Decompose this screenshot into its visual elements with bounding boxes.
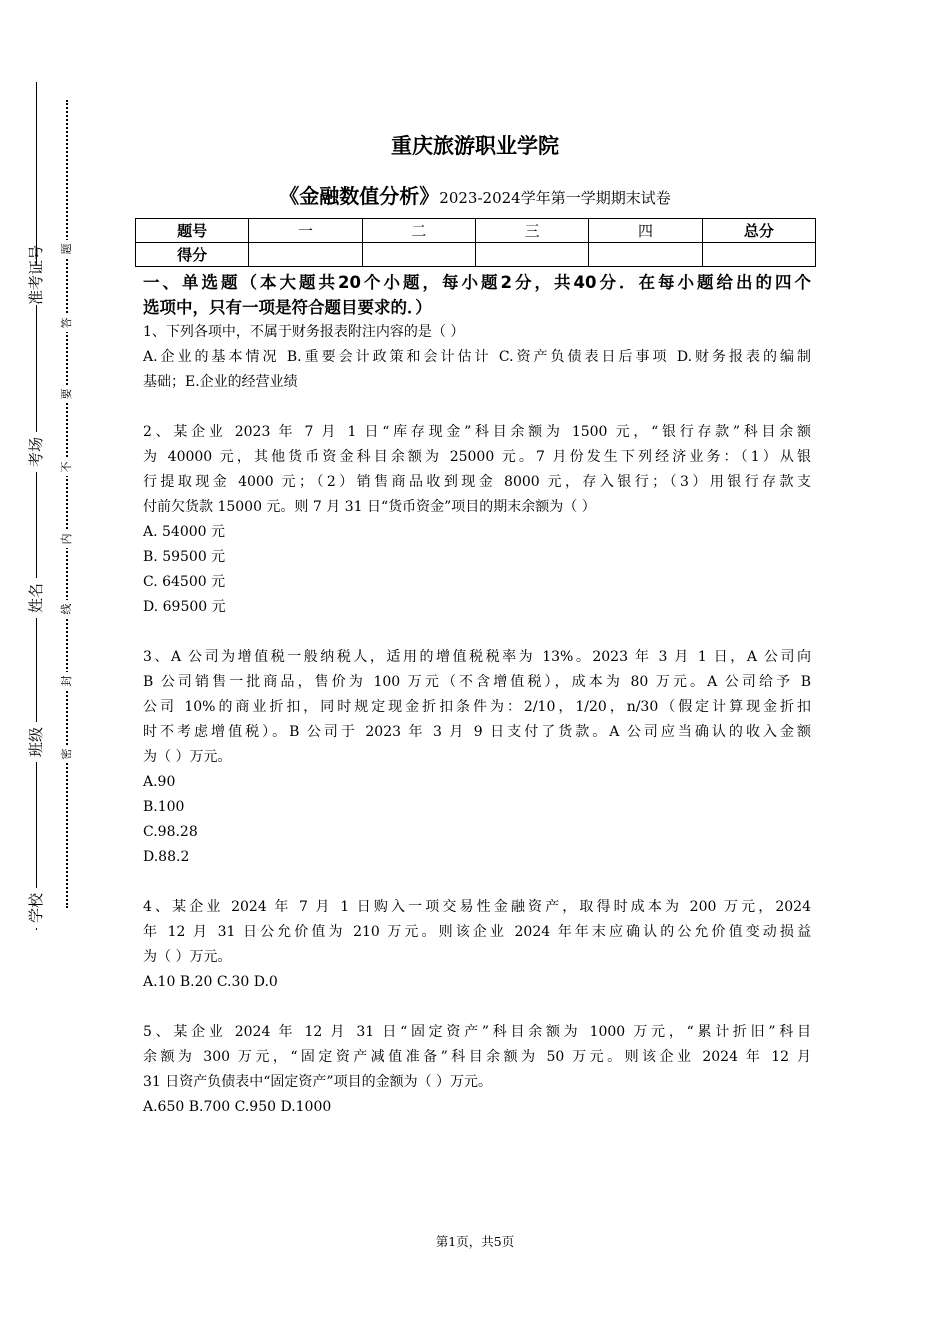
question-stem: 2、某企业 2023 年 7 月 1 日“库存现金”科目余额为 1500 元，“银行存款”科目余额 [143, 424, 811, 440]
school-title: 重庆旅游职业学院 [391, 134, 559, 158]
question-stem: 3、A 公司为增值税一般纳税人，适用的增值税税率为 13%。2023 年 3 月 1 日，A 公司向 [143, 649, 811, 665]
question-stem: 公司 10%的商业折扣，同时规定现金折扣条件为：2/10，1/20，n/30（假定计算现金折扣 [143, 699, 811, 715]
field-class-label: 班级 [16, 722, 56, 762]
binding-dotted-line [66, 100, 68, 908]
question-stem: 年 12 月 31 日公允价值为 210 万元。则该企业 2024 年年末应确认的公允价值变动损益 [143, 924, 811, 940]
question-3 [143, 645, 811, 870]
page-footer: 第1页，共5页 [435, 1234, 515, 1249]
score-cell [589, 243, 702, 267]
field-name-label: 姓名 [16, 578, 56, 618]
question-1 [143, 320, 811, 395]
question-option: A.90 [143, 774, 176, 790]
question-stem: 为（ ）万元。 [143, 949, 232, 965]
question-stem: 4、某企业 2024 年 7 月 1 日购入一项交易性金融资产，取得时成本为 200 万元，2024 [143, 899, 811, 915]
score-table-score-row [136, 243, 816, 267]
course-name: 《金融数值分析》 [279, 184, 440, 208]
question-stem: 31 日资产负债表中“固定资产”项目的金额为（ ）万元。 [143, 1074, 493, 1090]
question-stem: 行提取现金 4000 元；（2）销售商品收到现金 8000 元，存入银行；（3）用银行存款支 [143, 474, 811, 490]
score-header-cell: 一 [249, 219, 362, 243]
field-school-label: 学校 [16, 888, 56, 928]
score-row-label: 得分 [136, 243, 249, 267]
score-table-header-row [136, 219, 816, 243]
seal-char: 不 [58, 458, 76, 476]
question-options: A.10 B.20 C.30 D.0 [143, 974, 278, 990]
score-header-cell: 四 [589, 219, 702, 243]
field-exam-room-label: 考场 [16, 432, 56, 472]
question-stem: 余额为 300 万元，“固定资产减值准备”科目余额为 50 万元。则该企业 2024 年 12 月 [143, 1049, 811, 1065]
question-options: A.650 B.700 C.950 D.1000 [143, 1099, 332, 1115]
question-2 [143, 420, 811, 620]
seal-char: 线 [58, 600, 76, 618]
question-stem: 时不考虑增值税）。B 公司于 2023 年 3 月 9 日支付了货款。A 公司应当确认的收入金额 [143, 724, 811, 740]
question-stem: 付前欠货款 15000 元。则 7 月 31 日“货币资金”项目的期末余额为（ ） [143, 499, 596, 515]
seal-char: 题 [58, 240, 76, 258]
score-header-cell: 三 [475, 219, 588, 243]
score-cell [475, 243, 588, 267]
seal-char: 要 [58, 385, 76, 403]
exam-subtitle [135, 180, 815, 209]
question-stem: 为 40000 元，其他货币资金科目余额为 25000 元。7 月份发生下列经济业务：（1）从银 [143, 449, 811, 465]
score-table [135, 218, 816, 267]
question-options: A.企业的基本情况 B.重要会计政策和会计估计 C.资产负债表日后事项 D.财务报表的编制 [143, 349, 811, 365]
question-option: D.88.2 [143, 849, 190, 865]
field-exam-number-label: 准考证号 [16, 265, 56, 305]
question-stem: 为（ ）万元。 [143, 749, 232, 765]
seal-char: 封 [58, 672, 76, 690]
term-text: 2023-2024学年第一学期期末试卷 [439, 189, 671, 207]
section-title-line: 选项中，只有一项是符合题目要求的．） [143, 298, 432, 317]
question-5 [143, 1020, 811, 1120]
seal-char: 密 [58, 745, 76, 763]
question-option: D. 69500 元 [143, 599, 226, 615]
question-options: 基础；E.企业的经营业绩 [143, 374, 298, 390]
binding-margin [0, 0, 100, 1344]
score-cell [702, 243, 815, 267]
binding-solid-line [36, 82, 37, 930]
question-option: A. 54000 元 [143, 524, 225, 540]
score-header-cell: 题号 [136, 219, 249, 243]
score-header-cell: 总分 [702, 219, 815, 243]
question-option: C. 64500 元 [143, 574, 226, 590]
seal-char: 内 [58, 530, 76, 548]
section-title-line: 一、单选题（本大题共20个小题，每小题2分，共40分．在每小题给出的四个 [143, 273, 811, 292]
seal-char: 答 [58, 314, 76, 332]
score-cell [362, 243, 475, 267]
question-option: B.100 [143, 799, 185, 815]
question-4 [143, 895, 811, 995]
question-stem: 5、某企业 2024 年 12 月 31 日“固定资产”科目余额为 1000 万元，“累计折旧”科目 [143, 1024, 811, 1040]
question-stem: 1、下列各项中，不属于财务报表附注内容的是（ ） [143, 324, 465, 340]
score-cell [249, 243, 362, 267]
question-option: B. 59500 元 [143, 549, 226, 565]
question-option: C.98.28 [143, 824, 198, 840]
question-stem: B 公司销售一批商品，售价为 100 万元（不含增值税），成本为 80 万元。A 公司给予 B [143, 674, 811, 690]
exam-content [143, 270, 811, 1120]
score-header-cell: 二 [362, 219, 475, 243]
